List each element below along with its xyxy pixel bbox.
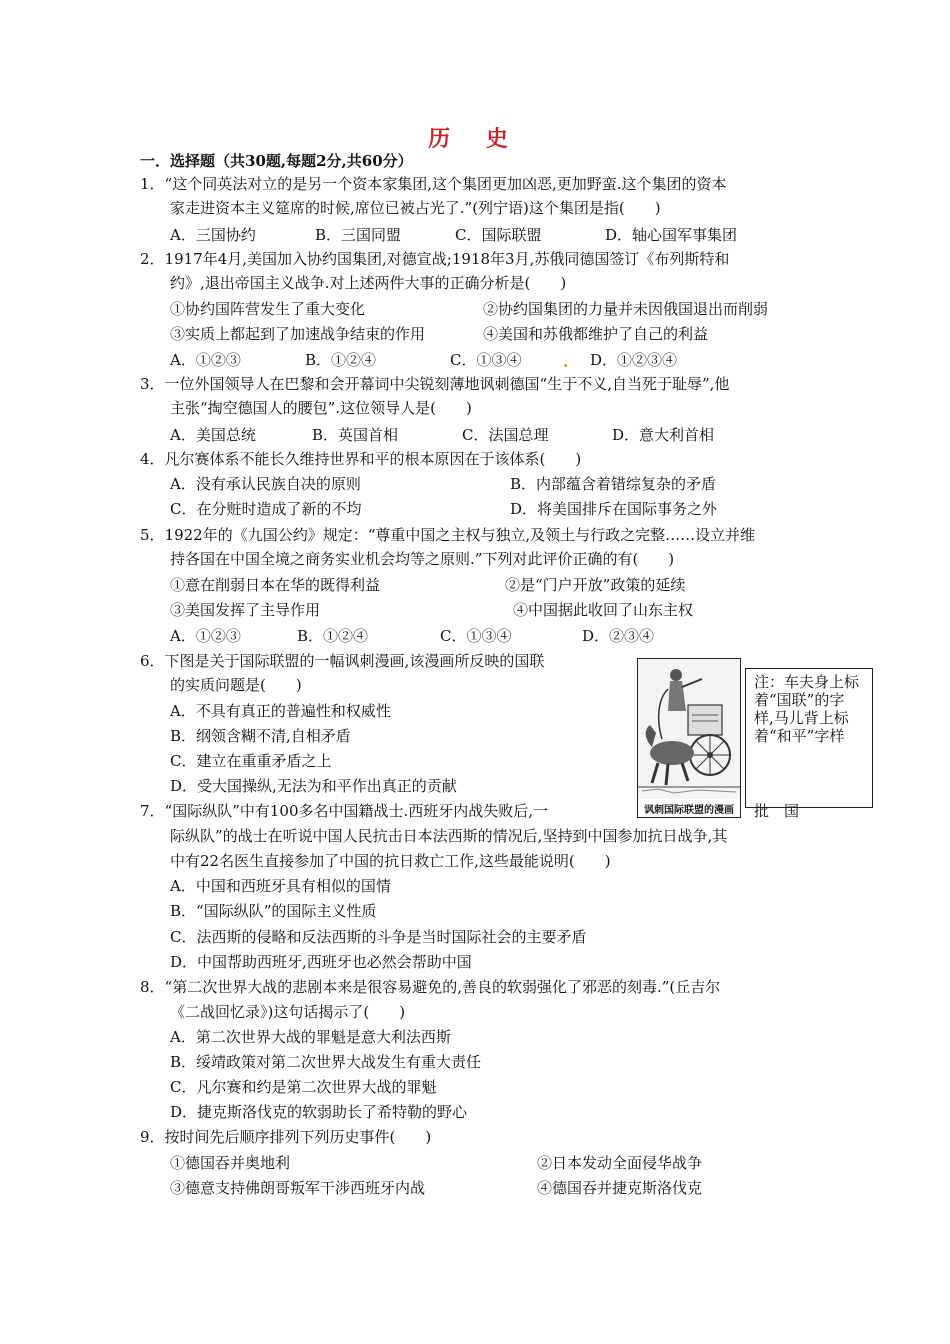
q5-option-d: D．②③④	[582, 627, 655, 645]
q2-statement-1: ①协约国阵营发生了重大变化	[170, 300, 366, 318]
q4-stem-line1: 4．凡尔赛体系不能长久维持世界和平的根本原因在于该体系( )	[140, 450, 582, 468]
q5-stem-line1: 5．1922年的《九国公约》规定：“尊重中国之主权与独立,及领土与行政之完整……设立并维	[140, 526, 756, 544]
q4-option-b: B．内部蕴含着错综复杂的矛盾	[510, 475, 717, 493]
q3-option-c: C．法国总理	[462, 426, 549, 444]
q3-option-b: B．英国首相	[312, 426, 399, 444]
q5-statement-2: ②是“门户开放”政策的延续	[505, 576, 686, 594]
q7-stem-line2: 际纵队”的战士在听说中国人民抗击日本法西斯的情况后,坚持到中国参加抗日战争,其	[170, 827, 728, 845]
cartoon-caption: 讽刺国际联盟的漫画	[644, 805, 734, 816]
q2-option-a: A．①②③	[170, 351, 241, 369]
q7-stem-line3: 中有22名医生直接参加了中国的抗日救亡工作,这些最能说明( )	[170, 852, 611, 870]
q2-statement-3: ③实质上都起到了加速战争结束的作用	[170, 325, 426, 343]
q5-option-c: C．①③④	[440, 627, 512, 645]
q5-option-a: A．①②③	[170, 627, 241, 645]
q7-stem-line1-tail: 批 国	[754, 802, 800, 820]
q2-stem-line2: 约》,退出帝国主义战争.对上述两件大事的正确分析是( )	[170, 274, 567, 292]
q8-stem-line2: 《二战回忆录》)这句话揭示了( )	[170, 1003, 406, 1021]
q7-option-a: A．中国和西班牙具有相似的国情	[170, 877, 391, 895]
q6-option-d: D．受大国操纵,无法为和平作出真正的贡献	[170, 777, 457, 795]
q8-option-c: C．凡尔赛和约是第二次世界大战的罪魁	[170, 1078, 437, 1096]
stray-dot-mark: .	[563, 352, 569, 371]
q6-option-b: B．纲领含糊不清,自相矛盾	[170, 727, 351, 745]
q3-stem-line1: 3．一位外国领导人在巴黎和会开幕词中尖锐刻薄地讽刺德国“生于不义,自当死于耻辱”,他	[140, 375, 730, 393]
q2-statement-2: ②协约国集团的力量并未因俄国退出而削弱	[483, 300, 769, 318]
q5-option-b: B．①②④	[297, 627, 369, 645]
q4-option-a: A．没有承认民族自决的原则	[170, 475, 361, 493]
q9-event-1: ①德国吞并奥地利	[170, 1154, 291, 1172]
section-heading: 一．选择题（共30题,每题2分,共60分）	[140, 152, 413, 170]
q9-event-4: ④德国吞并捷克斯洛伐克	[537, 1179, 703, 1197]
q1-stem-line1: 1．“这个同英法对立的是另一个资本家集团,这个集团更加凶恶,更加野蛮.这个集团的资本	[140, 175, 727, 193]
q1-option-c: C．国际联盟	[455, 226, 542, 244]
q6-stem-line2: 的实质问题是( )	[170, 676, 302, 694]
q2-option-b: B．①②④	[305, 351, 377, 369]
q1-stem-line2: 家走进资本主义筵席的时候,席位已被占光了.”(列宁语)这个集团是指( )	[170, 199, 661, 217]
cartoon-note-box: 注：车夫身上标着“国联”的字样,马儿背上标着“和平”字样	[745, 668, 873, 808]
q2-statement-4: ④美国和苏俄都维护了自己的利益	[483, 325, 709, 343]
q8-option-a: A．第二次世界大战的罪魁是意大利法西斯	[170, 1028, 451, 1046]
q7-option-c: C．法西斯的侵略和反法西斯的斗争是当时国际社会的主要矛盾	[170, 928, 587, 946]
q3-option-d: D．意大利首相	[612, 426, 715, 444]
q8-option-b: B．绥靖政策对第二次世界大战发生有重大责任	[170, 1053, 482, 1071]
q2-stem-line1: 2．1917年4月,美国加入协约国集团,对德宣战;1918年3月,苏俄同德国签订《布列斯特和	[140, 250, 730, 268]
q2-option-c: C．①③④	[450, 351, 522, 369]
q6-option-a: A．不具有真正的普遍性和权威性	[170, 702, 391, 720]
q5-stem-line2: 持各国在中国全境之商务实业机会均等之原则.”下列对此评价正确的有( )	[170, 550, 675, 568]
q8-option-d: D．捷克斯洛伐克的软弱助长了希特勒的野心	[170, 1103, 468, 1121]
q5-statement-3: ③美国发挥了主导作用	[170, 601, 321, 619]
q5-statement-4: ④中国据此收回了山东主权	[513, 601, 694, 619]
q8-stem-line1: 8．“第二次世界大战的悲剧本来是很容易避免的,善良的软弱强化了邪恶的刻毒.”(丘吉尔	[140, 978, 721, 996]
q1-option-b: B．三国同盟	[315, 226, 402, 244]
q4-option-d: D．将美国排斥在国际事务之外	[510, 500, 718, 518]
q7-stem-line1: 7．“国际纵队”中有100多名中国籍战士.西班牙内战失败后,一	[140, 802, 549, 820]
q7-option-b: B．“国际纵队”的国际主义性质	[170, 902, 377, 920]
q2-option-d: D．①②③④	[590, 351, 678, 369]
q1-option-a: A．三国协约	[170, 226, 256, 244]
q1-option-d: D．轴心国军事集团	[605, 226, 738, 244]
q7-option-d: D．中国帮助西班牙,西班牙也必然会帮助中国	[170, 953, 472, 971]
q6-option-c: C．建立在重重矛盾之上	[170, 752, 332, 770]
q3-stem-line2: 主张“掏空德国人的腰包”.这位领导人是( )	[170, 399, 472, 417]
q5-statement-1: ①意在削弱日本在华的既得利益	[170, 576, 381, 594]
q4-option-c: C．在分赃时造成了新的不均	[170, 500, 362, 518]
cartoon-illustration	[638, 659, 740, 799]
page-title: 历 史	[428, 126, 522, 152]
league-cartoon-image	[637, 658, 741, 818]
q3-option-a: A．美国总统	[170, 426, 256, 444]
q9-event-2: ②日本发动全面侵华战争	[537, 1154, 703, 1172]
q6-stem-line1: 6．下图是关于国际联盟的一幅讽刺漫画,该漫画所反映的国联	[140, 652, 545, 670]
q9-stem-line1: 9．按时间先后顺序排列下列历史事件( )	[140, 1128, 432, 1146]
q9-event-3: ③德意支持佛朗哥叛军干涉西班牙内战	[170, 1179, 426, 1197]
